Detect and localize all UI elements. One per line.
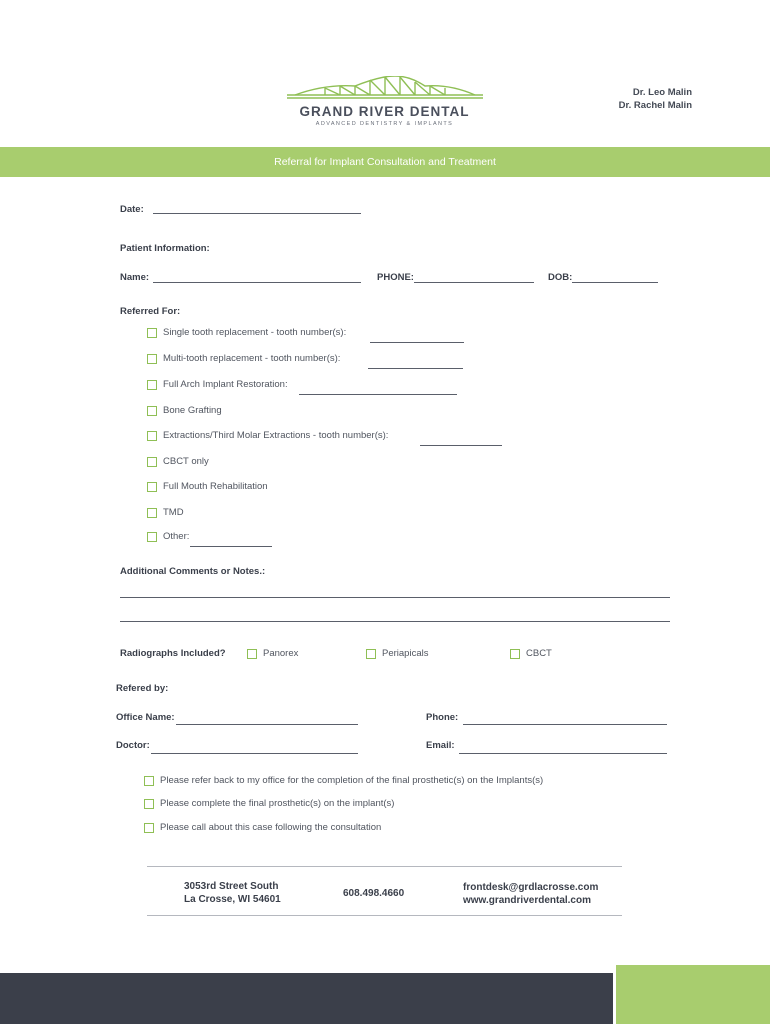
radiographs-label: Radiographs Included? (120, 648, 226, 659)
checkbox[interactable] (247, 649, 257, 659)
followup-call[interactable] (144, 822, 381, 833)
name-label: Name: (120, 272, 150, 283)
checkbox[interactable] (147, 508, 157, 518)
checkbox[interactable] (147, 431, 157, 441)
extractions-field[interactable] (420, 445, 502, 446)
address-line-1: 3053rd Street South (184, 881, 279, 892)
bridge-logo-icon (285, 76, 485, 102)
radiograph-panorex[interactable] (247, 648, 298, 659)
office-phone-label: Phone: (426, 712, 459, 723)
footer-dark-bar (0, 973, 613, 1024)
footer-green-bar (616, 965, 770, 1024)
footer-email: frontdesk@grdlacrosse.com (463, 882, 599, 893)
footer-phone: 608.498.4660 (343, 888, 405, 899)
brand-name: GRAND RIVER DENTAL (299, 104, 470, 119)
checkbox[interactable] (366, 649, 376, 659)
brand-tagline: ADVANCED DENTISTRY & IMPLANTS (315, 121, 454, 127)
address-line-2: La Crosse, WI 54601 (184, 894, 281, 905)
single-tooth-field[interactable] (370, 342, 464, 343)
checkbox[interactable] (147, 482, 157, 492)
checkbox[interactable] (144, 776, 154, 786)
date-field[interactable] (153, 213, 361, 214)
option-tmd[interactable] (147, 507, 184, 518)
doctor-names (619, 86, 692, 112)
referred-for-label: Referred For: (120, 306, 181, 317)
option-label: CBCT only (163, 456, 209, 467)
checkbox[interactable] (147, 532, 157, 542)
doctor-2: Dr. Rachel Malin (618, 100, 692, 111)
radiograph-periapicals[interactable] (366, 648, 428, 659)
followup-label: Please call about this case following the consultation (160, 822, 382, 833)
phone-field[interactable] (414, 282, 534, 283)
office-name-field[interactable] (176, 724, 358, 725)
doctor-label: Doctor: (116, 740, 150, 751)
checkbox[interactable] (147, 380, 157, 390)
full-arch-field[interactable] (299, 394, 457, 395)
option-cbct-only[interactable] (147, 456, 209, 467)
checkbox[interactable] (147, 457, 157, 467)
followup-label: Please refer back to my office for the completion of the final prosthetic(s) on the Implants(s) (160, 775, 544, 786)
checkbox[interactable] (147, 328, 157, 338)
footer-contact (463, 881, 598, 907)
radiograph-cbct[interactable] (510, 648, 552, 659)
option-other[interactable] (147, 531, 189, 542)
footer-address (184, 880, 281, 906)
multi-tooth-field[interactable] (368, 368, 463, 369)
phone-label: PHONE: (377, 272, 414, 283)
option-label: Bone Grafting (163, 405, 222, 416)
option-bone-grafting[interactable] (147, 405, 222, 416)
email-label: Email: (426, 740, 455, 751)
checkbox[interactable] (147, 406, 157, 416)
comments-line-1[interactable] (120, 597, 670, 598)
other-field[interactable] (190, 546, 272, 547)
option-label: Full Mouth Rehabilitation (163, 481, 268, 492)
office-name-label: Office Name: (116, 712, 175, 723)
comments-label: Additional Comments or Notes.: (120, 566, 266, 577)
option-label: TMD (163, 507, 184, 518)
radiograph-label: Panorex (263, 648, 299, 659)
date-label: Date: (120, 204, 144, 215)
option-full-arch[interactable] (147, 379, 288, 390)
option-label: Full Arch Implant Restoration: (163, 379, 288, 390)
checkbox[interactable] (147, 354, 157, 364)
option-label: Single tooth replacement - tooth number(s): (163, 327, 347, 338)
footer-divider-bottom (147, 915, 622, 916)
option-multi-tooth[interactable] (147, 353, 340, 364)
radiograph-label: Periapicals (382, 648, 429, 659)
option-label: Multi-tooth replacement - tooth number(s): (163, 353, 341, 364)
doctor-1: Dr. Leo Malin (632, 87, 692, 98)
option-full-mouth[interactable] (147, 481, 268, 492)
radiograph-label: CBCT (526, 648, 552, 659)
checkbox[interactable] (144, 799, 154, 809)
option-extractions[interactable] (147, 430, 388, 441)
footer-website: www.grandriverdental.com (463, 895, 591, 906)
comments-line-2[interactable] (120, 621, 670, 622)
footer-divider-top (147, 866, 622, 867)
name-field[interactable] (153, 282, 361, 283)
followup-refer-back[interactable] (144, 775, 543, 786)
dob-label: DOB: (548, 272, 573, 283)
checkbox[interactable] (144, 823, 154, 833)
followup-complete-prosthetic[interactable] (144, 798, 394, 809)
option-single-tooth[interactable] (147, 327, 346, 338)
option-label: Other: (163, 531, 190, 542)
dob-field[interactable] (572, 282, 658, 283)
referred-by-label: Refered by: (116, 683, 169, 694)
email-field[interactable] (459, 753, 667, 754)
checkbox[interactable] (510, 649, 520, 659)
option-label: Extractions/Third Molar Extractions - tooth number(s): (163, 430, 389, 441)
office-phone-field[interactable] (463, 724, 667, 725)
doctor-field[interactable] (151, 753, 358, 754)
followup-label: Please complete the final prosthetic(s) on the implant(s) (160, 798, 395, 809)
patient-info-label: Patient Information: (120, 243, 210, 254)
form-title-banner: Referral for Implant Consultation and Treatment (0, 147, 770, 177)
